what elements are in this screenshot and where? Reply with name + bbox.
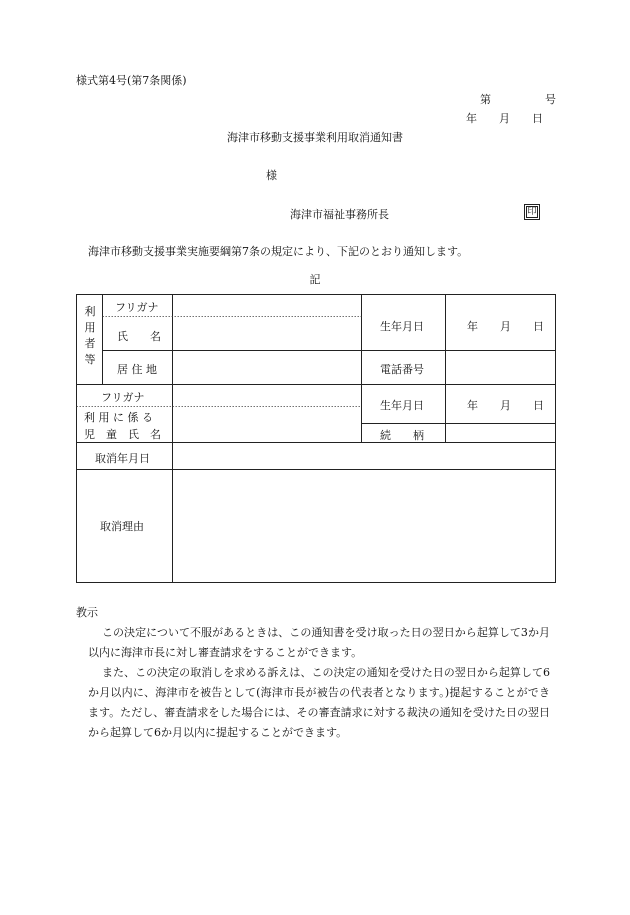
user-group-char: 用	[84, 321, 96, 334]
date-year: 年	[466, 112, 477, 125]
issuer-name: 海津市福祉事務所長	[290, 208, 389, 221]
seal-mark: 印	[527, 207, 537, 217]
ki-heading: 記	[309, 273, 321, 286]
child-birth-date-value: 年 月 日	[467, 399, 544, 412]
child-name-label-line1: 利 用 に 係 る	[84, 411, 153, 424]
user-group-char: 利	[84, 305, 96, 318]
form-number: 様式第4号(第7条関係)	[76, 74, 187, 87]
phone-label: 電話番号	[380, 363, 424, 376]
relation-label: 続 柄	[380, 429, 424, 442]
birth-date-label: 生年月日	[380, 320, 424, 333]
doc-no-suffix: 号	[545, 93, 556, 106]
addressee-suffix: 様	[266, 169, 277, 182]
cancel-reason-label: 取消理由	[100, 520, 144, 533]
child-name-label-line2: 児 童 氏 名	[84, 428, 161, 441]
notice-heading: 教示	[76, 606, 98, 619]
notice-paragraph-1: この決定について不服があるときは、この通知書を受け取った日の翌日から起算して3か月以内に海津市長に対し審査請求をすることができます。	[88, 626, 550, 659]
address-label: 居 住 地	[117, 363, 157, 376]
child-birth-date-label: 生年月日	[380, 399, 424, 412]
name-label: 氏 名	[117, 330, 161, 343]
child-furigana-label: フリガナ	[101, 391, 145, 404]
user-group-char: 等	[84, 353, 96, 366]
user-group-char: 者	[84, 337, 96, 350]
doc-no-prefix: 第	[480, 93, 491, 106]
date-month: 月	[499, 112, 510, 125]
furigana-label: フリガナ	[115, 301, 159, 314]
user-group-label	[84, 304, 96, 368]
intro-text: 海津市移動支援事業実施要綱第7条の規定により、下記のとおり通知します。	[88, 245, 469, 258]
date-day: 日	[532, 112, 543, 125]
birth-date-value: 年 月 日	[467, 320, 544, 333]
document-title: 海津市移動支援事業利用取消通知書	[227, 131, 403, 144]
cancel-date-label: 取消年月日	[95, 452, 150, 465]
notice-paragraph-2: また、この決定の取消しを求める訴えは、この決定の通知を受けた日の翌日から起算して6か月以内に、海津市を被告として(海津市長が被告の代表者となります。)提起することができます。ただし、審査請求をした場合には、その審査請求に対する裁決の通知を受けた日の翌日から起算して6か月以内に提起することができます。	[88, 666, 550, 739]
